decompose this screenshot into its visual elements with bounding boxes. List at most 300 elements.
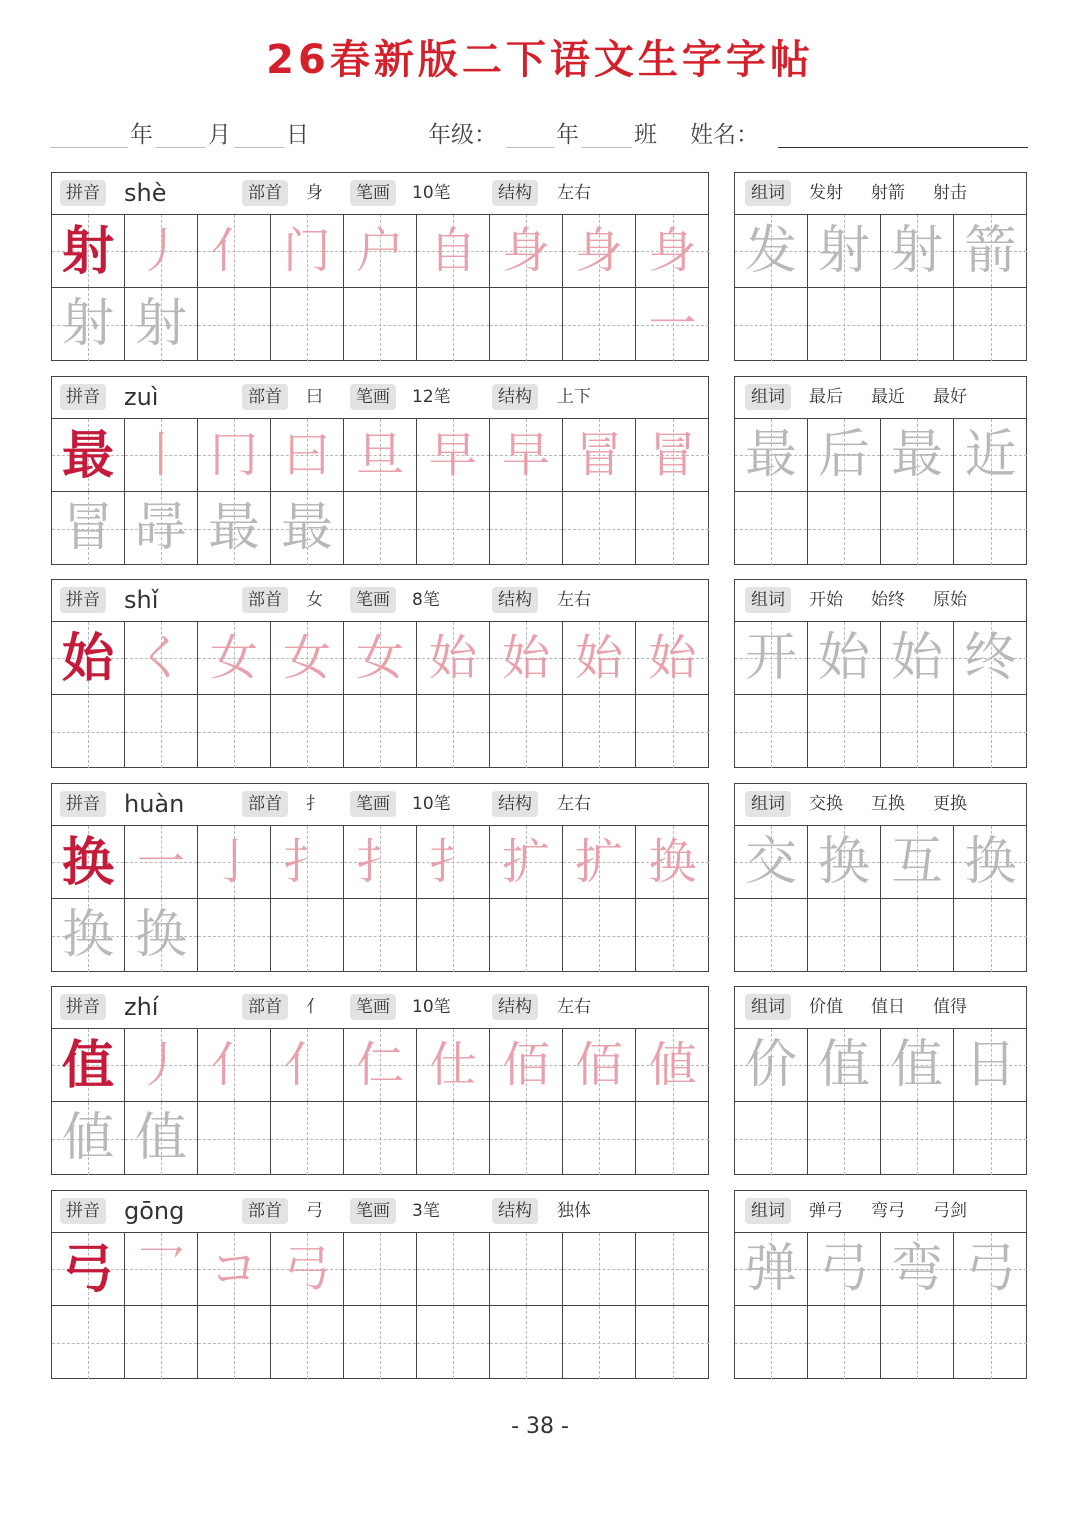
guide-line-vertical [917,899,918,972]
writing-cell[interactable] [52,1233,125,1306]
writing-cell[interactable] [636,288,709,361]
word-cell[interactable] [808,695,881,768]
writing-cell[interactable] [344,1233,417,1306]
writing-cell[interactable] [271,288,344,361]
word-item: 值得 [933,997,967,1017]
writing-cell[interactable] [344,288,417,361]
word-character: 互 [890,832,943,892]
writing-cell[interactable] [563,1102,636,1175]
writing-cell[interactable] [344,899,417,972]
writing-cell[interactable] [636,826,709,899]
writing-cell[interactable] [490,1102,563,1175]
writing-cell[interactable] [563,288,636,361]
writing-cell[interactable] [125,288,198,361]
trace-character: 最 [207,498,260,558]
writing-cell[interactable] [563,419,636,492]
char-panel [51,986,709,1175]
word-header [735,1191,1026,1233]
writing-cell[interactable] [417,899,490,972]
guide-line-vertical [234,1306,235,1379]
writing-cell[interactable] [490,288,563,361]
writing-cell[interactable] [417,288,490,361]
guide-line-vertical [917,1306,918,1379]
word-header [735,377,1026,419]
writing-cell[interactable] [490,1306,563,1379]
writing-cell[interactable] [198,826,271,899]
word-cell[interactable] [735,1102,808,1175]
writing-cell[interactable] [563,695,636,768]
writing-cell[interactable] [271,1306,344,1379]
writing-cell[interactable] [271,419,344,492]
writing-cell[interactable] [636,1029,709,1102]
writing-cell[interactable] [563,826,636,899]
pinyin-value: huàn [124,790,185,818]
guide-line-vertical [844,288,845,361]
structure-tag: 结构 [492,587,538,613]
word-item: 交换 [809,794,843,814]
word-item: 射箭 [871,183,905,203]
word-cell[interactable] [735,695,808,768]
writing-cell[interactable] [344,1306,417,1379]
writing-cell[interactable] [344,695,417,768]
guide-line-vertical [991,492,992,565]
guide-line-vertical [844,1306,845,1379]
writing-cell[interactable] [563,899,636,972]
guide-line-vertical [673,492,674,565]
word-cell[interactable] [954,695,1027,768]
writing-cell[interactable] [198,215,271,288]
writing-cell[interactable] [125,419,198,492]
guide-line-vertical [453,492,454,565]
guide-line-vertical [991,1306,992,1379]
date-day-blank[interactable] [234,147,284,148]
word-cell[interactable] [735,1029,808,1102]
model-character: 最 [61,425,114,486]
word-cell[interactable] [954,1306,1027,1379]
stroke-step: 亻 [209,223,258,279]
word-cell[interactable] [881,622,954,695]
guide-line-vertical [161,695,162,768]
char-info-header [52,987,708,1029]
word-cell[interactable] [881,288,954,361]
model-character: 射 [61,221,114,282]
guide-line-vertical [380,1233,381,1305]
char-panel [51,376,709,565]
guide-line-vertical [844,1102,845,1175]
structure-value: 左右 [557,997,591,1017]
writing-cell[interactable] [490,826,563,899]
word-cell[interactable] [808,826,881,899]
pinyin-value: shè [124,179,167,207]
writing-cell[interactable] [344,826,417,899]
grade-class-blank[interactable] [582,147,632,148]
writing-cell[interactable] [271,826,344,899]
writing-cell[interactable] [198,899,271,972]
guide-line-vertical [771,1102,772,1175]
word-item: 价值 [809,997,843,1017]
writing-cell[interactable] [344,622,417,695]
page-number: - 38 - [511,1414,569,1439]
stroke-step: 一 [136,834,185,890]
word-cell[interactable] [808,419,881,492]
pinyin-value: zuì [124,383,159,411]
writing-cell[interactable] [52,826,125,899]
word-header [735,173,1026,215]
writing-cell[interactable] [125,695,198,768]
word-character: 开 [744,628,797,688]
writing-cell[interactable] [636,215,709,352]
writing-cell[interactable] [52,215,125,288]
strokes-tag: 笔画 [350,994,396,1020]
word-cell[interactable] [954,492,1027,565]
writing-cell[interactable] [198,695,271,768]
word-cell[interactable] [735,899,808,972]
radical-tag: 部首 [242,791,288,817]
stroke-step: 身一 [648,223,697,352]
word-character: 射 [817,221,870,281]
word-cell[interactable] [808,622,881,695]
word-item: 弯弓 [871,1201,905,1221]
writing-cell[interactable] [271,1102,344,1175]
strokes-value: 10笔 [412,183,451,203]
date-year-blank[interactable] [50,147,128,148]
word-cell[interactable] [881,1102,954,1175]
writing-cell[interactable] [636,1306,709,1379]
word-cell[interactable] [954,1029,1027,1102]
guide-line-vertical [991,288,992,361]
stroke-step: く [136,630,185,686]
writing-cell[interactable] [490,899,563,972]
structure-tag: 结构 [492,384,538,410]
writing-cell[interactable] [417,1102,490,1175]
word-cell[interactable] [808,1306,881,1379]
stroke-step: 自 [428,223,477,279]
guide-line-vertical [307,1306,308,1379]
writing-cell[interactable] [125,1102,198,1175]
word-cell[interactable] [881,419,954,492]
stroke-step: 始 [501,630,550,686]
guide-line-vertical [380,1306,381,1379]
writing-cell[interactable] [344,215,417,288]
word-panel [734,579,1027,768]
writing-cell[interactable] [52,695,125,768]
stroke-step: 女 [355,630,404,686]
word-cell[interactable] [735,826,808,899]
writing-cell[interactable] [417,1233,490,1306]
guide-line-vertical [844,492,845,565]
writing-cell[interactable] [52,1102,125,1175]
writing-cell[interactable] [490,215,563,288]
stroke-step: 弓 [282,1241,331,1297]
guide-line-vertical [526,1233,527,1305]
radical-tag: 部首 [242,587,288,613]
stroke-step: 曰 [282,427,331,483]
writing-cell[interactable] [490,695,563,768]
stroke-step: 亻 [209,1037,258,1093]
trace-character: 冒 [61,498,114,558]
char-panel [51,783,709,972]
word-cell[interactable] [735,1233,808,1306]
words-tag: 组词 [745,180,791,206]
writing-cell[interactable] [271,622,344,695]
structure-tag: 结构 [492,994,538,1020]
guide-line-vertical [673,288,674,361]
word-cell[interactable] [808,288,881,361]
word-cell[interactable] [808,492,881,565]
word-cell[interactable] [954,622,1027,695]
strokes-tag: 笔画 [350,180,396,206]
word-cell[interactable] [808,899,881,972]
char-info-header [52,784,708,826]
word-character: 交 [744,832,797,892]
guide-line-vertical [234,288,235,361]
stroke-step: 换 [648,834,697,890]
writing-cell[interactable] [563,492,636,565]
word-header [735,580,1026,622]
class-label: 班 [634,122,657,148]
writing-cell[interactable] [417,1306,490,1379]
writing-cell[interactable] [198,622,271,695]
writing-cell[interactable] [636,492,709,565]
word-character: 换 [817,832,870,892]
writing-cell[interactable] [271,492,344,565]
guide-line-vertical [307,288,308,361]
word-cell[interactable] [735,288,808,361]
writing-cell[interactable] [490,622,563,695]
trace-character: 射 [61,294,114,354]
stroke-step: 身 [574,223,623,279]
trace-character: 値 [61,1108,114,1168]
writing-cell[interactable] [563,1306,636,1379]
stroke-step: 亅 [209,834,258,890]
trace-character: 换 [134,905,187,965]
writing-cell[interactable] [198,1233,271,1306]
word-panel [734,172,1027,361]
writing-cell[interactable] [344,1029,417,1102]
guide-line-vertical [917,492,918,565]
writing-cell[interactable] [490,1029,563,1102]
guide-line-vertical [453,1306,454,1379]
page-title: 26春新版二下语文生字字帖 [266,37,814,83]
writing-cell[interactable] [52,622,125,695]
stroke-step: 丿 [136,223,185,279]
model-character: 换 [61,832,114,893]
writing-cell[interactable] [52,288,125,361]
radical-tag: 部首 [242,384,288,410]
word-panel [734,986,1027,1175]
writing-cell[interactable] [52,1029,125,1102]
writing-cell[interactable] [636,622,709,695]
writing-cell[interactable] [52,492,125,565]
writing-cell[interactable] [490,492,563,565]
word-cell[interactable] [808,1233,881,1306]
word-cell[interactable] [954,419,1027,492]
word-item: 最近 [871,387,905,407]
guide-line-vertical [673,695,674,768]
stroke-step: 亻 [282,1037,331,1093]
writing-cell[interactable] [563,1233,636,1306]
stroke-step: 乛 [136,1241,185,1297]
word-cell[interactable] [735,1306,808,1379]
writing-cell[interactable] [636,1102,709,1175]
guide-line-vertical [844,899,845,972]
pinyin-tag: 拼音 [60,994,106,1020]
guide-line-vertical [599,288,600,361]
guide-line-vertical [234,695,235,768]
word-cell[interactable] [735,492,808,565]
word-cell[interactable] [808,215,881,288]
grade-year-blank[interactable] [506,147,554,148]
name-label: 姓名： [690,122,759,148]
word-cell[interactable] [881,492,954,565]
stroke-step: 扌 [355,834,404,890]
words-tag: 组词 [745,384,791,410]
word-header [735,784,1026,826]
writing-cell[interactable] [125,1233,198,1306]
pinyin-tag: 拼音 [60,384,106,410]
writing-cell[interactable] [271,1029,344,1102]
guide-line-vertical [453,288,454,361]
writing-cell[interactable] [344,1102,417,1175]
writing-cell[interactable] [344,419,417,492]
word-cell[interactable] [881,1233,954,1306]
trace-character: 射 [134,294,187,354]
writing-cell[interactable] [52,899,125,972]
guide-line-vertical [234,899,235,972]
stroke-step: 早 [428,427,477,483]
guide-line-vertical [917,695,918,768]
word-cell[interactable] [735,622,808,695]
writing-cell[interactable] [198,492,271,565]
writing-cell[interactable] [125,899,198,972]
guide-line-vertical [88,695,89,768]
word-cell[interactable] [881,1306,954,1379]
guide-line-vertical [526,695,527,768]
word-cell[interactable] [881,826,954,899]
stroke-step: 扩 [501,834,550,890]
stroke-step: 丨 [136,427,185,483]
writing-cell[interactable] [271,899,344,972]
stroke-step: 户 [355,223,404,279]
word-cell[interactable] [735,215,808,288]
writing-cell[interactable] [198,288,271,361]
writing-cell[interactable] [417,1029,490,1102]
writing-cell[interactable] [125,622,198,695]
writing-cell[interactable] [417,622,490,695]
writing-cell[interactable] [490,419,563,492]
guide-line-vertical [771,288,772,361]
word-character: 弯 [890,1239,943,1299]
stroke-step: 冂 [209,427,258,483]
word-cell[interactable] [735,419,808,492]
writing-cell[interactable] [52,1306,125,1379]
stroke-step: 始 [428,630,477,686]
word-character: 最 [890,425,943,485]
guide-line-vertical [599,1233,600,1305]
writing-cell[interactable] [125,1029,198,1102]
writing-cell[interactable] [417,419,490,492]
guide-line-vertical [844,695,845,768]
word-cell[interactable] [808,1029,881,1102]
writing-cell[interactable] [198,419,271,492]
strokes-tag: 笔画 [350,1198,396,1224]
guide-line-vertical [991,1102,992,1175]
guide-line-vertical [453,1102,454,1175]
writing-cell[interactable] [417,826,490,899]
writing-cell[interactable] [417,492,490,565]
word-cell[interactable] [881,695,954,768]
writing-cell[interactable] [52,419,125,492]
writing-cell[interactable] [198,1102,271,1175]
word-cell[interactable] [954,826,1027,899]
stroke-step: 丿 [136,1037,185,1093]
writing-cell[interactable] [271,695,344,768]
word-panel [734,1190,1027,1379]
writing-cell[interactable] [125,1306,198,1379]
guide-line-vertical [380,1102,381,1175]
writing-cell[interactable] [636,1233,709,1306]
word-cell[interactable] [954,1102,1027,1175]
word-cell[interactable] [954,215,1027,288]
writing-cell[interactable] [344,492,417,565]
writing-cell[interactable] [563,215,636,288]
writing-cell[interactable] [563,1029,636,1102]
word-cell[interactable] [954,899,1027,972]
strokes-value: 3笔 [412,1201,440,1221]
word-cell[interactable] [808,1102,881,1175]
word-cell[interactable] [881,899,954,972]
strokes-value: 12笔 [412,387,451,407]
strokes-value: 10笔 [412,997,451,1017]
date-month-blank[interactable] [156,147,206,148]
word-item: 弹弓 [809,1201,843,1221]
stroke-step: 仁 [355,1037,404,1093]
word-cell[interactable] [954,1233,1027,1306]
stroke-step: 佰 [574,1037,623,1093]
word-character: 最 [744,425,797,485]
writing-cell[interactable] [198,1306,271,1379]
word-character: 价 [744,1035,797,1095]
writing-cell[interactable] [636,419,709,492]
name-blank[interactable] [778,147,1028,148]
trace-character: 最 [280,498,333,558]
writing-cell[interactable] [490,1233,563,1306]
writing-cell[interactable] [417,695,490,768]
guide-line-vertical [599,492,600,565]
trace-character: 换 [61,905,114,965]
writing-cell[interactable] [563,622,636,695]
words-tag: 组词 [745,791,791,817]
writing-cell[interactable] [125,826,198,899]
word-item: 弓剑 [933,1201,967,1221]
word-cell[interactable] [954,288,1027,361]
writing-cell[interactable] [271,215,344,288]
word-character: 射 [890,221,943,281]
writing-cell[interactable] [125,215,198,288]
writing-cell[interactable] [198,1029,271,1102]
word-cell[interactable] [881,1029,954,1102]
writing-cell[interactable] [125,492,198,565]
word-cell[interactable] [881,215,954,288]
stroke-step: 女 [282,630,331,686]
guide-line-vertical [673,1102,674,1175]
writing-cell[interactable] [417,215,490,288]
writing-cell[interactable] [636,899,709,972]
guide-line-vertical [673,1306,674,1379]
writing-cell[interactable] [271,1233,344,1306]
writing-cell[interactable] [636,695,709,768]
word-header [735,987,1026,1029]
